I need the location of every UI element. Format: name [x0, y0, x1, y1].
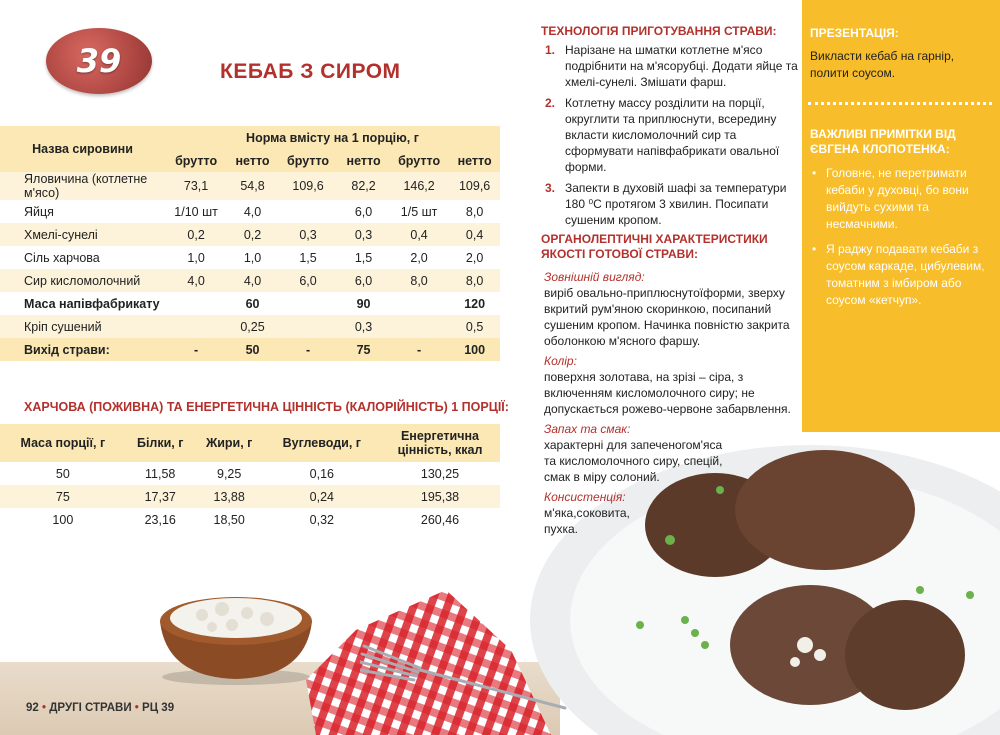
- column-header: Маса порції, г: [0, 424, 126, 462]
- table-cell: 0,3: [338, 223, 389, 246]
- recipe-number: 39: [76, 42, 122, 80]
- page-title: КЕБАБ З СИРОМ: [220, 60, 401, 83]
- step-text: Запекти в духовій шафі за температури 180 ⁰С протягом 3 хвилин. Посипати сушеним кропом.: [565, 181, 787, 227]
- table-cell: 9,25: [195, 462, 264, 485]
- subheader-netto: нетто: [338, 149, 389, 172]
- characteristic-text: характерні для запеченогом'яса та кисломолочного сиру, спецій, смак в міру солоний.: [544, 438, 723, 484]
- presentation-text: Викласти кебаб на гарнір, полити соусом.: [810, 49, 955, 80]
- table-cell: 0,2: [165, 223, 227, 246]
- organoleptic-title: ОРГАНОЛЕПТИЧНІ ХАРАКТЕРИСТИКИ ЯКОСТІ ГОТОВОЇ СТРАВИ:: [541, 232, 768, 261]
- table-cell: 0,16: [264, 462, 380, 485]
- table-cell: -: [165, 338, 227, 361]
- table-cell: 120: [449, 292, 500, 315]
- table-cell: 75: [338, 338, 389, 361]
- table-cell: 1,0: [227, 246, 278, 269]
- table-cell: 109,6: [449, 172, 500, 200]
- subheader-brutto: брутто: [165, 149, 227, 172]
- total-label: Вихід страви:: [0, 338, 165, 361]
- cottage-cheese-bowl-photo: [152, 585, 320, 685]
- recipe-code: РЦ 39: [142, 702, 175, 714]
- ingredient-name: Сіль харчова: [0, 246, 165, 269]
- page-number: 92: [26, 702, 39, 714]
- step-text: Котлетну массу розділити на порції, округлити та приплюснути, всередину вкласти кисломолочний сир та сформувати напівфабрикати овальної форми.: [565, 96, 780, 174]
- table-cell: 100: [449, 338, 500, 361]
- page-footer: [26, 702, 174, 714]
- table-cell: 6,0: [278, 269, 338, 292]
- table-cell: 0,5: [449, 315, 500, 338]
- ingredients-table: [0, 126, 500, 361]
- separator-dot: •: [42, 702, 50, 714]
- table-cell: 4,0: [227, 200, 278, 223]
- dotted-divider: [808, 102, 992, 105]
- table-cell: 0,4: [389, 223, 449, 246]
- table-cell: 8,0: [449, 269, 500, 292]
- table-row-total: [0, 338, 500, 361]
- characteristic-label: Колір:: [544, 354, 577, 368]
- table-cell: 4,0: [227, 269, 278, 292]
- ingredients-rows: [0, 172, 500, 338]
- table-cell: 8,0: [449, 200, 500, 223]
- ingredient-name: Яйця: [0, 200, 165, 223]
- table-row: [0, 269, 500, 292]
- table-cell: 82,2: [338, 172, 389, 200]
- table-cell: 13,88: [195, 485, 264, 508]
- table-cell: 1/10 шт: [165, 200, 227, 223]
- table-cell: 0,2: [227, 223, 278, 246]
- table-cell: 8,0: [389, 269, 449, 292]
- table-cell: 2,0: [389, 246, 449, 269]
- characteristic-label: Консистенція:: [544, 490, 626, 504]
- technology-title: ТЕХНОЛОГІЯ ПРИГОТУВАННЯ СТРАВИ:: [541, 24, 777, 38]
- table-cell: 50: [227, 338, 278, 361]
- table-row: [0, 462, 500, 485]
- table-cell: 6,0: [338, 200, 389, 223]
- step-number: 1.: [545, 43, 556, 57]
- subheader-netto: нетто: [227, 149, 278, 172]
- step-number: 3.: [545, 181, 556, 195]
- section-name: ДРУГІ СТРАВИ: [49, 702, 132, 714]
- table-cell: [278, 200, 338, 223]
- table-cell: 50: [0, 462, 126, 485]
- table-row: [0, 172, 500, 200]
- table-cell: 90: [338, 292, 389, 315]
- table-cell: 260,46: [380, 508, 500, 531]
- subheader-netto: нетто: [449, 149, 500, 172]
- table-row: [0, 485, 500, 508]
- table-cell: 195,38: [380, 485, 500, 508]
- table-row: [0, 200, 500, 223]
- notes-title: ВАЖЛИВІ ПРИМІТКИ ВІД ЄВГЕНА КЛОПОТЕНКА:: [810, 127, 956, 156]
- list-item: [545, 42, 800, 90]
- table-row: [0, 223, 500, 246]
- list-item: [544, 489, 644, 537]
- subheader-brutto: брутто: [278, 149, 338, 172]
- table-row: [0, 315, 500, 338]
- table-cell: 1,5: [278, 246, 338, 269]
- recipe-number-badge: [46, 28, 152, 94]
- table-cell: -: [278, 338, 338, 361]
- table-header-row: [0, 126, 500, 149]
- column-header-norm: Норма вмісту на 1 порцію, г: [165, 126, 500, 149]
- ingredient-name: Кріп сушений: [0, 315, 165, 338]
- table-row: [0, 246, 500, 269]
- table-cell: 100: [0, 508, 126, 531]
- table-cell: 130,25: [380, 462, 500, 485]
- ingredient-name: Маса напівфабрикату: [0, 292, 165, 315]
- nutrition-rows: [0, 462, 500, 531]
- column-header: Жири, г: [195, 424, 264, 462]
- organoleptic-list: [544, 269, 804, 541]
- table-cell: [278, 315, 338, 338]
- table-cell: 109,6: [278, 172, 338, 200]
- presentation-title: ПРЕЗЕНТАЦІЯ:: [810, 26, 899, 40]
- list-item: [544, 269, 804, 349]
- list-item: [545, 180, 800, 228]
- nutrition-title: ХАРЧОВА (ПОЖИВНА) ТА ЕНЕРГЕТИЧНА ЦІННІСТЬ (КАЛОРІЙНІСТЬ) 1 ПОРЦІЇ:: [24, 400, 509, 414]
- table-cell: 1/5 шт: [389, 200, 449, 223]
- characteristic-text: поверхня золотава, на зрізі – сіра, з включенням кисломолочного сиру; не допускається рожево-червоне забарвлення.: [544, 370, 791, 416]
- separator-dot: •: [134, 702, 143, 714]
- characteristic-label: Запах та смак:: [544, 422, 631, 436]
- table-cell: 0,3: [338, 315, 389, 338]
- table-cell: 6,0: [338, 269, 389, 292]
- list-item: [545, 95, 800, 175]
- table-cell: 75: [0, 485, 126, 508]
- column-header: Білки, г: [126, 424, 195, 462]
- list-item: • Головне, не перетримати кебаби у духовці, бо вони вийдуть сухими та несмачними.: [810, 165, 990, 233]
- column-header: Вуглеводи, г: [264, 424, 380, 462]
- list-item: [544, 353, 804, 417]
- subheader-brutto: брутто: [389, 149, 449, 172]
- table-cell: 2,0: [449, 246, 500, 269]
- table-cell: [165, 315, 227, 338]
- table-cell: [165, 292, 227, 315]
- nutrition-table: [0, 424, 500, 531]
- step-text: Нарізане на шматки котлетне м'ясо подрібнити на м'ясорубці. Додати яйце та хмелі-сунелі. Змішати фарш.: [565, 43, 798, 89]
- table-cell: 11,58: [126, 462, 195, 485]
- table-cell: 54,8: [227, 172, 278, 200]
- table-cell: 1,0: [165, 246, 227, 269]
- table-cell: [389, 315, 449, 338]
- table-cell: -: [389, 338, 449, 361]
- table-cell: 0,24: [264, 485, 380, 508]
- column-header: Енергетична цінність, ккал: [380, 424, 500, 462]
- ingredient-name: Сир кисломолочний: [0, 269, 165, 292]
- column-header-name: Назва сировини: [0, 126, 165, 172]
- table-row: [0, 508, 500, 531]
- ingredient-name: Хмелі-сунелі: [0, 223, 165, 246]
- technology-steps: [545, 42, 800, 233]
- list-item: • Я раджу подавати кебаби з соусом каркаде, цибулевим, томатним з імбиром або соусом «кетчуп».: [810, 241, 990, 309]
- ingredient-name: Яловичина (котлетне м'ясо): [0, 172, 165, 200]
- table-cell: 0,3: [278, 223, 338, 246]
- table-cell: 146,2: [389, 172, 449, 200]
- table-header-row: [0, 424, 500, 462]
- table-cell: 0,4: [449, 223, 500, 246]
- table-cell: 23,16: [126, 508, 195, 531]
- table-cell: [278, 292, 338, 315]
- table-cell: 1,5: [338, 246, 389, 269]
- table-cell: 0,32: [264, 508, 380, 531]
- characteristic-label: Зовнішній вигляд:: [544, 270, 645, 284]
- characteristic-text: м'яка,соковита, пухка.: [544, 506, 630, 536]
- table-cell: 18,50: [195, 508, 264, 531]
- table-cell: [389, 292, 449, 315]
- characteristic-text: виріб овально-приплюснутоїформи, зверху вкритий рум'яною скоринкою, посипаний сушеним кропом. Начинка повністю закрита оболонкою м'ясного фаршу.: [544, 286, 790, 348]
- table-cell: 4,0: [165, 269, 227, 292]
- list-item: [544, 421, 729, 485]
- table-cell: 0,25: [227, 315, 278, 338]
- table-cell: 73,1: [165, 172, 227, 200]
- table-row: [0, 292, 500, 315]
- step-number: 2.: [545, 96, 556, 110]
- table-cell: 60: [227, 292, 278, 315]
- table-cell: 17,37: [126, 485, 195, 508]
- notes-list: [810, 165, 990, 317]
